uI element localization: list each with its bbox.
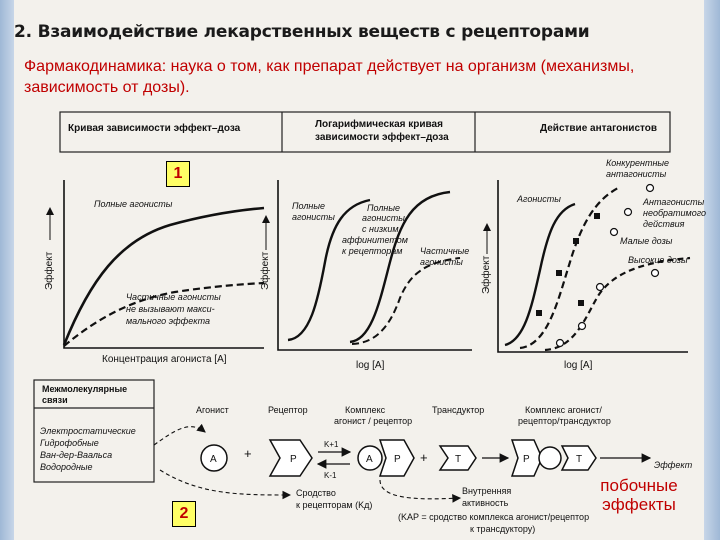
graph3-agonist-curve bbox=[505, 204, 575, 345]
page-heading: 2. Взаимодействие лекарственных веществ с рецепторами bbox=[14, 22, 590, 42]
graph3-agonists-label: Агонисты bbox=[517, 194, 561, 204]
panel3-title: Действие антагонистов bbox=[540, 123, 658, 134]
graph3-irreversible-label-3: действия bbox=[643, 219, 685, 229]
scheme-complex3-label-2: рецептор/трансдуктор bbox=[518, 416, 611, 426]
graph2-partial-curve bbox=[352, 258, 460, 344]
bonds-item-1: Электростатические bbox=[40, 426, 136, 436]
graph1-partial-label-2: не вызывают макси- bbox=[126, 304, 215, 314]
bonds-title-1: Межмолекулярные bbox=[42, 384, 128, 394]
effect-label: Эффект bbox=[654, 460, 693, 470]
graph2-low-label-3: с низким bbox=[362, 224, 399, 234]
graph3-irreversible-label-1: Антагонисты bbox=[643, 197, 705, 207]
k-plus-label: K+1 bbox=[324, 440, 339, 449]
bonds-item-3: Ван-дер-Ваальса bbox=[40, 450, 113, 460]
side-effects-note: побочные эффекты bbox=[600, 476, 678, 514]
scheme-agonist-label: Агонист bbox=[196, 405, 229, 415]
marker-2-box: 2 bbox=[172, 501, 196, 527]
graph2-full-label-1: Полные bbox=[292, 201, 325, 211]
bonds-item-4: Водородные bbox=[40, 462, 93, 472]
graph2-ylabel: Эффект bbox=[260, 251, 271, 290]
graph3-competitive-curve bbox=[520, 188, 618, 348]
graph3-low-doses-label: Малые дозы bbox=[620, 236, 673, 246]
graph1-partial-label-1: Частичные агонисты bbox=[126, 292, 221, 302]
graph1-full-label: Полные агонисты bbox=[94, 199, 173, 209]
panel2-title-line1: Логарифмическая кривая bbox=[315, 119, 443, 130]
scheme-transducer-label: Трансдуктор bbox=[432, 405, 485, 415]
graph1-partial-label-3: мального эффекта bbox=[126, 316, 211, 326]
graph3-competitive-label-1: Конкурентные bbox=[606, 158, 670, 168]
affinity-label-1: Сродство bbox=[296, 488, 336, 498]
ternary-agonist bbox=[539, 447, 561, 469]
scheme-complex3-label-1: Комплекс агонист/ bbox=[525, 405, 602, 415]
internal-activity-arrow bbox=[380, 480, 460, 499]
plus-sign-1: + bbox=[244, 446, 252, 461]
graph1-ylabel: Эффект bbox=[44, 251, 55, 290]
scheme-complex-label-2: агонист / рецептор bbox=[334, 416, 413, 426]
plus-sign-2: + bbox=[420, 450, 428, 465]
graph2-low-label-4: аффинитетом bbox=[342, 235, 408, 245]
internal-activity-label-2: активность bbox=[462, 498, 509, 508]
transducer-letter: T bbox=[455, 454, 462, 465]
complex-agonist-letter: A bbox=[366, 454, 373, 465]
graph3-filled-markers bbox=[536, 213, 600, 316]
graph2-partial-label-1: Частичные bbox=[420, 246, 470, 256]
bonds-arrow-to-agonist bbox=[154, 427, 205, 445]
graph2-partial-label-2: агонисты bbox=[420, 257, 463, 267]
graph3-irreversible-label-2: необратимого bbox=[643, 208, 707, 218]
k-minus-label: K-1 bbox=[324, 471, 337, 480]
bonds-item-2: Гидрофобные bbox=[40, 438, 99, 448]
graph3-high-doses-label: Высокие дозы bbox=[628, 255, 688, 265]
graph2-low-label-5: к рецепторам bbox=[342, 246, 403, 256]
graph2-low-label-2: агонисты bbox=[362, 213, 405, 223]
affinity-label-2: к рецепторам (Kд) bbox=[296, 500, 373, 510]
ternary-transducer-letter: T bbox=[576, 454, 583, 465]
internal-activity-label-1: Внутренняя bbox=[462, 486, 512, 496]
ternary-receptor-letter: P bbox=[523, 454, 530, 465]
graph3-ylabel: Эффект bbox=[481, 255, 492, 294]
graph1-xlabel: Концентрация агониста [A] bbox=[102, 354, 227, 365]
graph3-xlabel: log [A] bbox=[564, 360, 593, 371]
complex-receptor-letter: P bbox=[394, 454, 401, 465]
kar-label-1: (KAP = сродство комплекса агонист/рецептор bbox=[398, 512, 590, 522]
bonds-title-2: связи bbox=[42, 395, 68, 405]
graph2-xlabel: log [A] bbox=[356, 360, 385, 371]
graph3-competitive-label-2: антагонисты bbox=[606, 169, 667, 179]
receptor-letter: P bbox=[290, 454, 297, 465]
agonist-molecule-letter: A bbox=[210, 454, 217, 465]
scheme-complex-label-1: Комплекс bbox=[345, 405, 386, 415]
kar-label-2: к трансдуктору) bbox=[470, 524, 536, 534]
graph2-full-label-2: агонисты bbox=[292, 212, 335, 222]
marker-1-box: 1 bbox=[166, 161, 190, 187]
scheme-receptor-label: Рецептор bbox=[268, 405, 308, 415]
graph2-low-label-1: Полные bbox=[367, 203, 400, 213]
panel2-title-line2: зависимости эффект–доза bbox=[315, 132, 449, 143]
panel1-title: Кривая зависимости эффект–доза bbox=[68, 123, 241, 134]
slide-subtitle: Фармакодинамика: наука о том, как препарат действует на организм (механизмы, зависимость от дозы). bbox=[24, 58, 635, 96]
